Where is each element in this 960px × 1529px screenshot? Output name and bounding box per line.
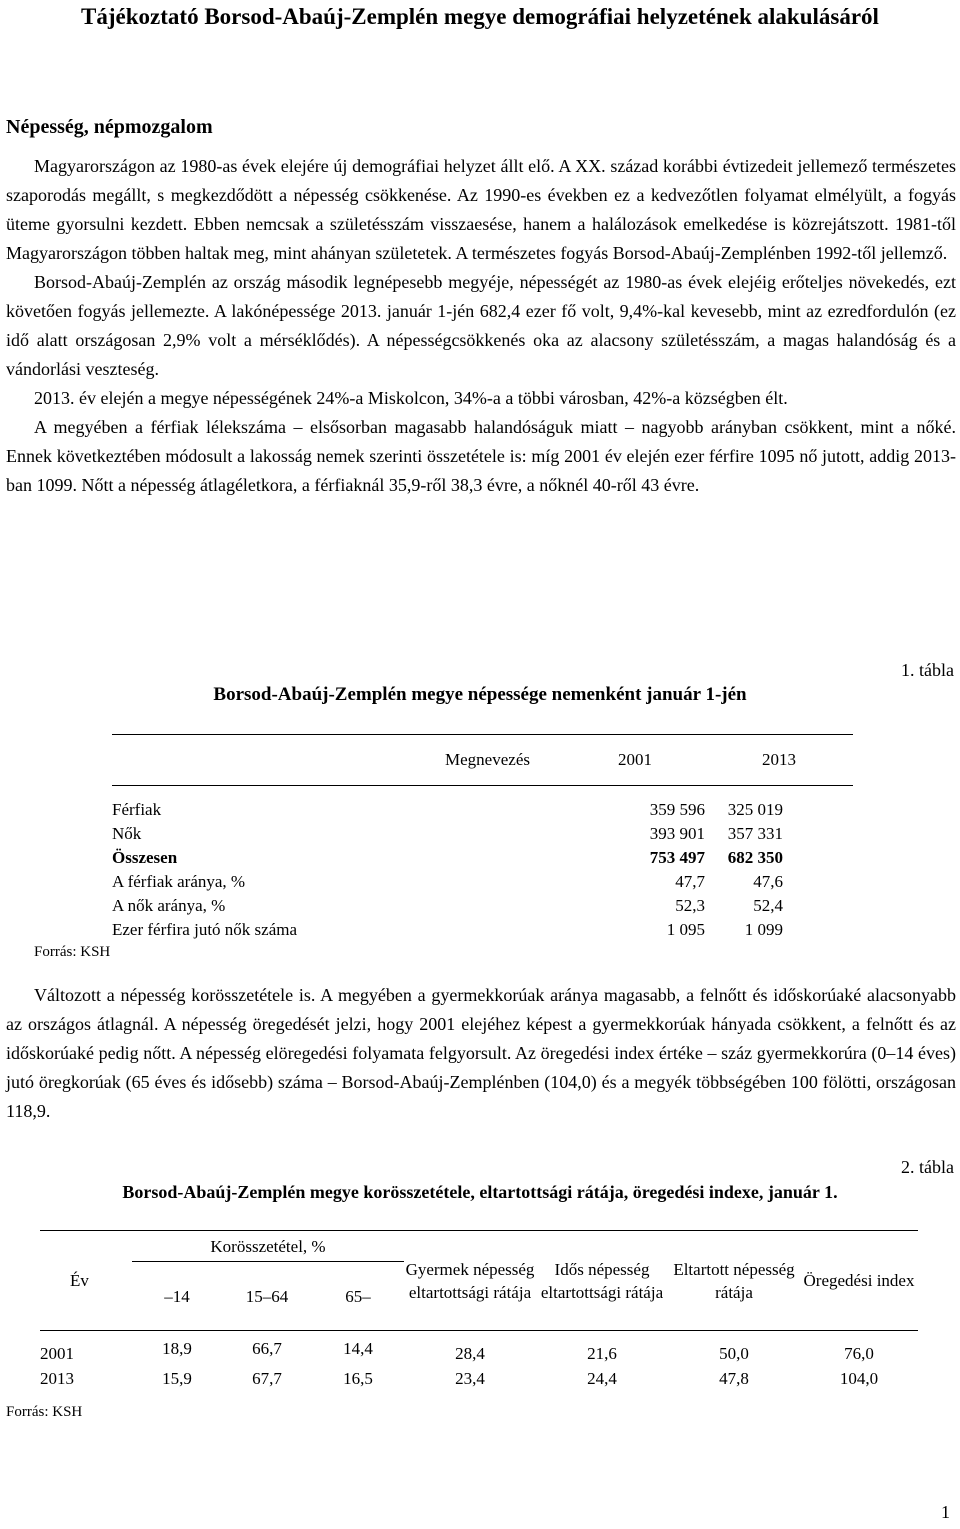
- cell-2013: 357 331: [727, 824, 783, 843]
- cell-2013: 325 019: [727, 800, 783, 819]
- cell-2001: 359 596: [649, 800, 705, 819]
- cell-2013: 47,6: [753, 872, 783, 891]
- row-label: A férfiak aránya, %: [112, 872, 246, 891]
- row-label: A nők aránya, %: [112, 896, 226, 915]
- table-row: [112, 846, 853, 870]
- table-row: [112, 894, 853, 918]
- cell-old-dependency: 24,4: [587, 1368, 617, 1388]
- cell-2013: 52,4: [753, 896, 783, 915]
- header-age-0-14: –14: [164, 1286, 190, 1306]
- table1-header-row: [112, 735, 853, 786]
- table1-header-2013: 2013: [705, 735, 853, 786]
- cell-age-15-64: 67,7: [252, 1368, 282, 1388]
- table1-source: Forrás: KSH: [34, 944, 111, 960]
- table-row: [112, 870, 853, 894]
- table-row: [112, 798, 853, 822]
- cell-age-65: 16,5: [343, 1368, 373, 1388]
- header-child-dependency: Gyermek népesség eltartottsági rátája: [405, 1259, 535, 1302]
- cell-child-dependency: 28,4: [455, 1344, 485, 1363]
- table-row: [112, 918, 853, 942]
- header-old-dependency: Idős népesség eltartottsági rátája: [540, 1259, 664, 1302]
- cell-age-0-14: 18,9: [162, 1339, 192, 1358]
- cell-year: 2013: [40, 1368, 74, 1388]
- header-age-65: 65–: [345, 1286, 371, 1306]
- table-row: [40, 1365, 918, 1391]
- page-title: Tájékoztató Borsod-Abaúj-Zemplén megye demográfiai helyzetének alakulásáról: [81, 4, 879, 29]
- header-aging-index: Öregedési index: [803, 1271, 915, 1290]
- table2-caption: Borsod-Abaúj-Zemplén megye korösszetétele, eltartottsági rátája, öregedési indexe, január 1.: [122, 1182, 838, 1202]
- cell-2001: 753 497: [649, 848, 705, 867]
- paragraph: A megyében a férfiak lélekszáma – elsősorban magasabb halandóságuk miatt – nagyobb arányban csökkent, mint a nőké. Ennek következtében módosult a lakosság nemek szerinti összetétele is: míg 2001 év elején ezer férfire 1095 nő jutott, addig 2013-ban 1099. Nőtt a népesség átlagéletkora, a férfiaknál 35,9-ről 38,3 évre, a nőknél 40-ről 43 évre.: [6, 417, 956, 495]
- paragraph: 2013. év elején a megye népességének 24%-a Miskolcon, 34%-a a többi városban, 42%-a községben élt.: [34, 388, 788, 408]
- header-dependency: Eltartott népesség rátája: [673, 1259, 795, 1302]
- table1-header-2001: 2001: [565, 735, 705, 786]
- table2-source: Forrás: KSH: [6, 1404, 83, 1420]
- cell-age-0-14: 15,9: [162, 1368, 192, 1388]
- table1-caption: Borsod-Abaúj-Zemplén megye népessége nemenként január 1-jén: [213, 684, 747, 705]
- row-label: Férfiak: [112, 800, 162, 819]
- paragraph: Magyarországon az 1980-as évek elejére új demográfiai helyzet állt elő. A XX. század korábbi évtizedeit jellemező természetes szaporodás megállt, s megkezdődött a népesség csökkenése. Az 1990-es években ez a kedvezőtlen folyamat elmélyült, a fogyás üteme gyorsulni kezdett. Ebben nemcsak a születésszám visszaesése, hanem a halálozások emelkedése is közrejátszott. 1981-től Magyarországon többen haltak meg, mint ahányan születetek. A természetes fogyás Borsod-Abaúj-Zemplénben 1992-től jellemző.: [6, 156, 956, 263]
- header-year: Év: [70, 1271, 89, 1290]
- cell-2001: 52,3: [675, 896, 705, 915]
- paragraph: Borsod-Abaúj-Zemplén az ország második legnépesebb megyéje, népességét az 1980-as évek elejéig erőteljes növekedés, ezt követően fogyás jellemezte. A lakónépessége 2013. január 1-jén 682,4 ezer fő volt, 9,4%-kal kevesebb, mint az ezredfordulón (ez idő alatt országosan 2,9% volt a mérséklődés). A népességcsökkenés oka az alacsony születésszám, a magas halandóság és a vándorlási veszteség.: [6, 272, 956, 379]
- cell-year: 2001: [40, 1344, 74, 1363]
- cell-aging-index: 104,0: [839, 1368, 879, 1388]
- cell-dependency: 50,0: [719, 1344, 749, 1363]
- header-age-15-64: 15–64: [245, 1286, 289, 1306]
- cell-2013: 682 350: [727, 848, 783, 867]
- table-row: [40, 1331, 918, 1366]
- table2: [40, 1230, 918, 1391]
- row-label: Összesen: [112, 848, 178, 867]
- cell-2001: 47,7: [675, 872, 705, 891]
- page-number: 1: [941, 1502, 950, 1522]
- cell-2013: 1 099: [744, 920, 783, 939]
- row-label: Nők: [112, 824, 142, 843]
- section-heading: Népesség, népmozgalom: [6, 116, 213, 138]
- row-label: Ezer férfira jutó nők száma: [112, 920, 298, 939]
- table1: [112, 734, 853, 942]
- table-row: [112, 822, 853, 846]
- cell-age-15-64: 66,7: [252, 1339, 282, 1358]
- table1-header-name: Megnevezés: [410, 735, 565, 786]
- cell-age-65: 14,4: [343, 1339, 373, 1358]
- cell-2001: 393 901: [649, 824, 705, 843]
- cell-aging-index: 76,0: [844, 1344, 874, 1363]
- table1-number: 1. tábla: [901, 660, 954, 680]
- cell-old-dependency: 21,6: [587, 1344, 617, 1363]
- table2-number: 2. tábla: [901, 1157, 954, 1177]
- cell-child-dependency: 23,4: [455, 1368, 485, 1388]
- cell-2001: 1 095: [666, 920, 705, 939]
- header-age-structure: Korösszetétel, %: [132, 1231, 404, 1262]
- body-text-2: [6, 981, 956, 1126]
- intro-text: [6, 152, 956, 500]
- paragraph: Változott a népesség korösszetétele is. A megyében a gyermekkorúak aránya magasabb, a felnőtt és időskorúaké alacsonyabb az országos átlagnál. A népesség öregedését jelzi, hogy 2001 elejéhez képest a gyermekkorúak hányada csökkent, a felnőtt és az időskorúaké pedig nőtt. A népesség elöregedési folyamata felgyorsult. Az öregedési index értéke – száz gyermekkorúra (0–14 éves) jutó öregkorúak (65 éves és idősebb) száma – Borsod-Abaúj-Zemplénben (104,0) és a megyék többségében 100 fölötti, országosan 118,9.: [6, 985, 956, 1121]
- cell-dependency: 47,8: [719, 1368, 749, 1388]
